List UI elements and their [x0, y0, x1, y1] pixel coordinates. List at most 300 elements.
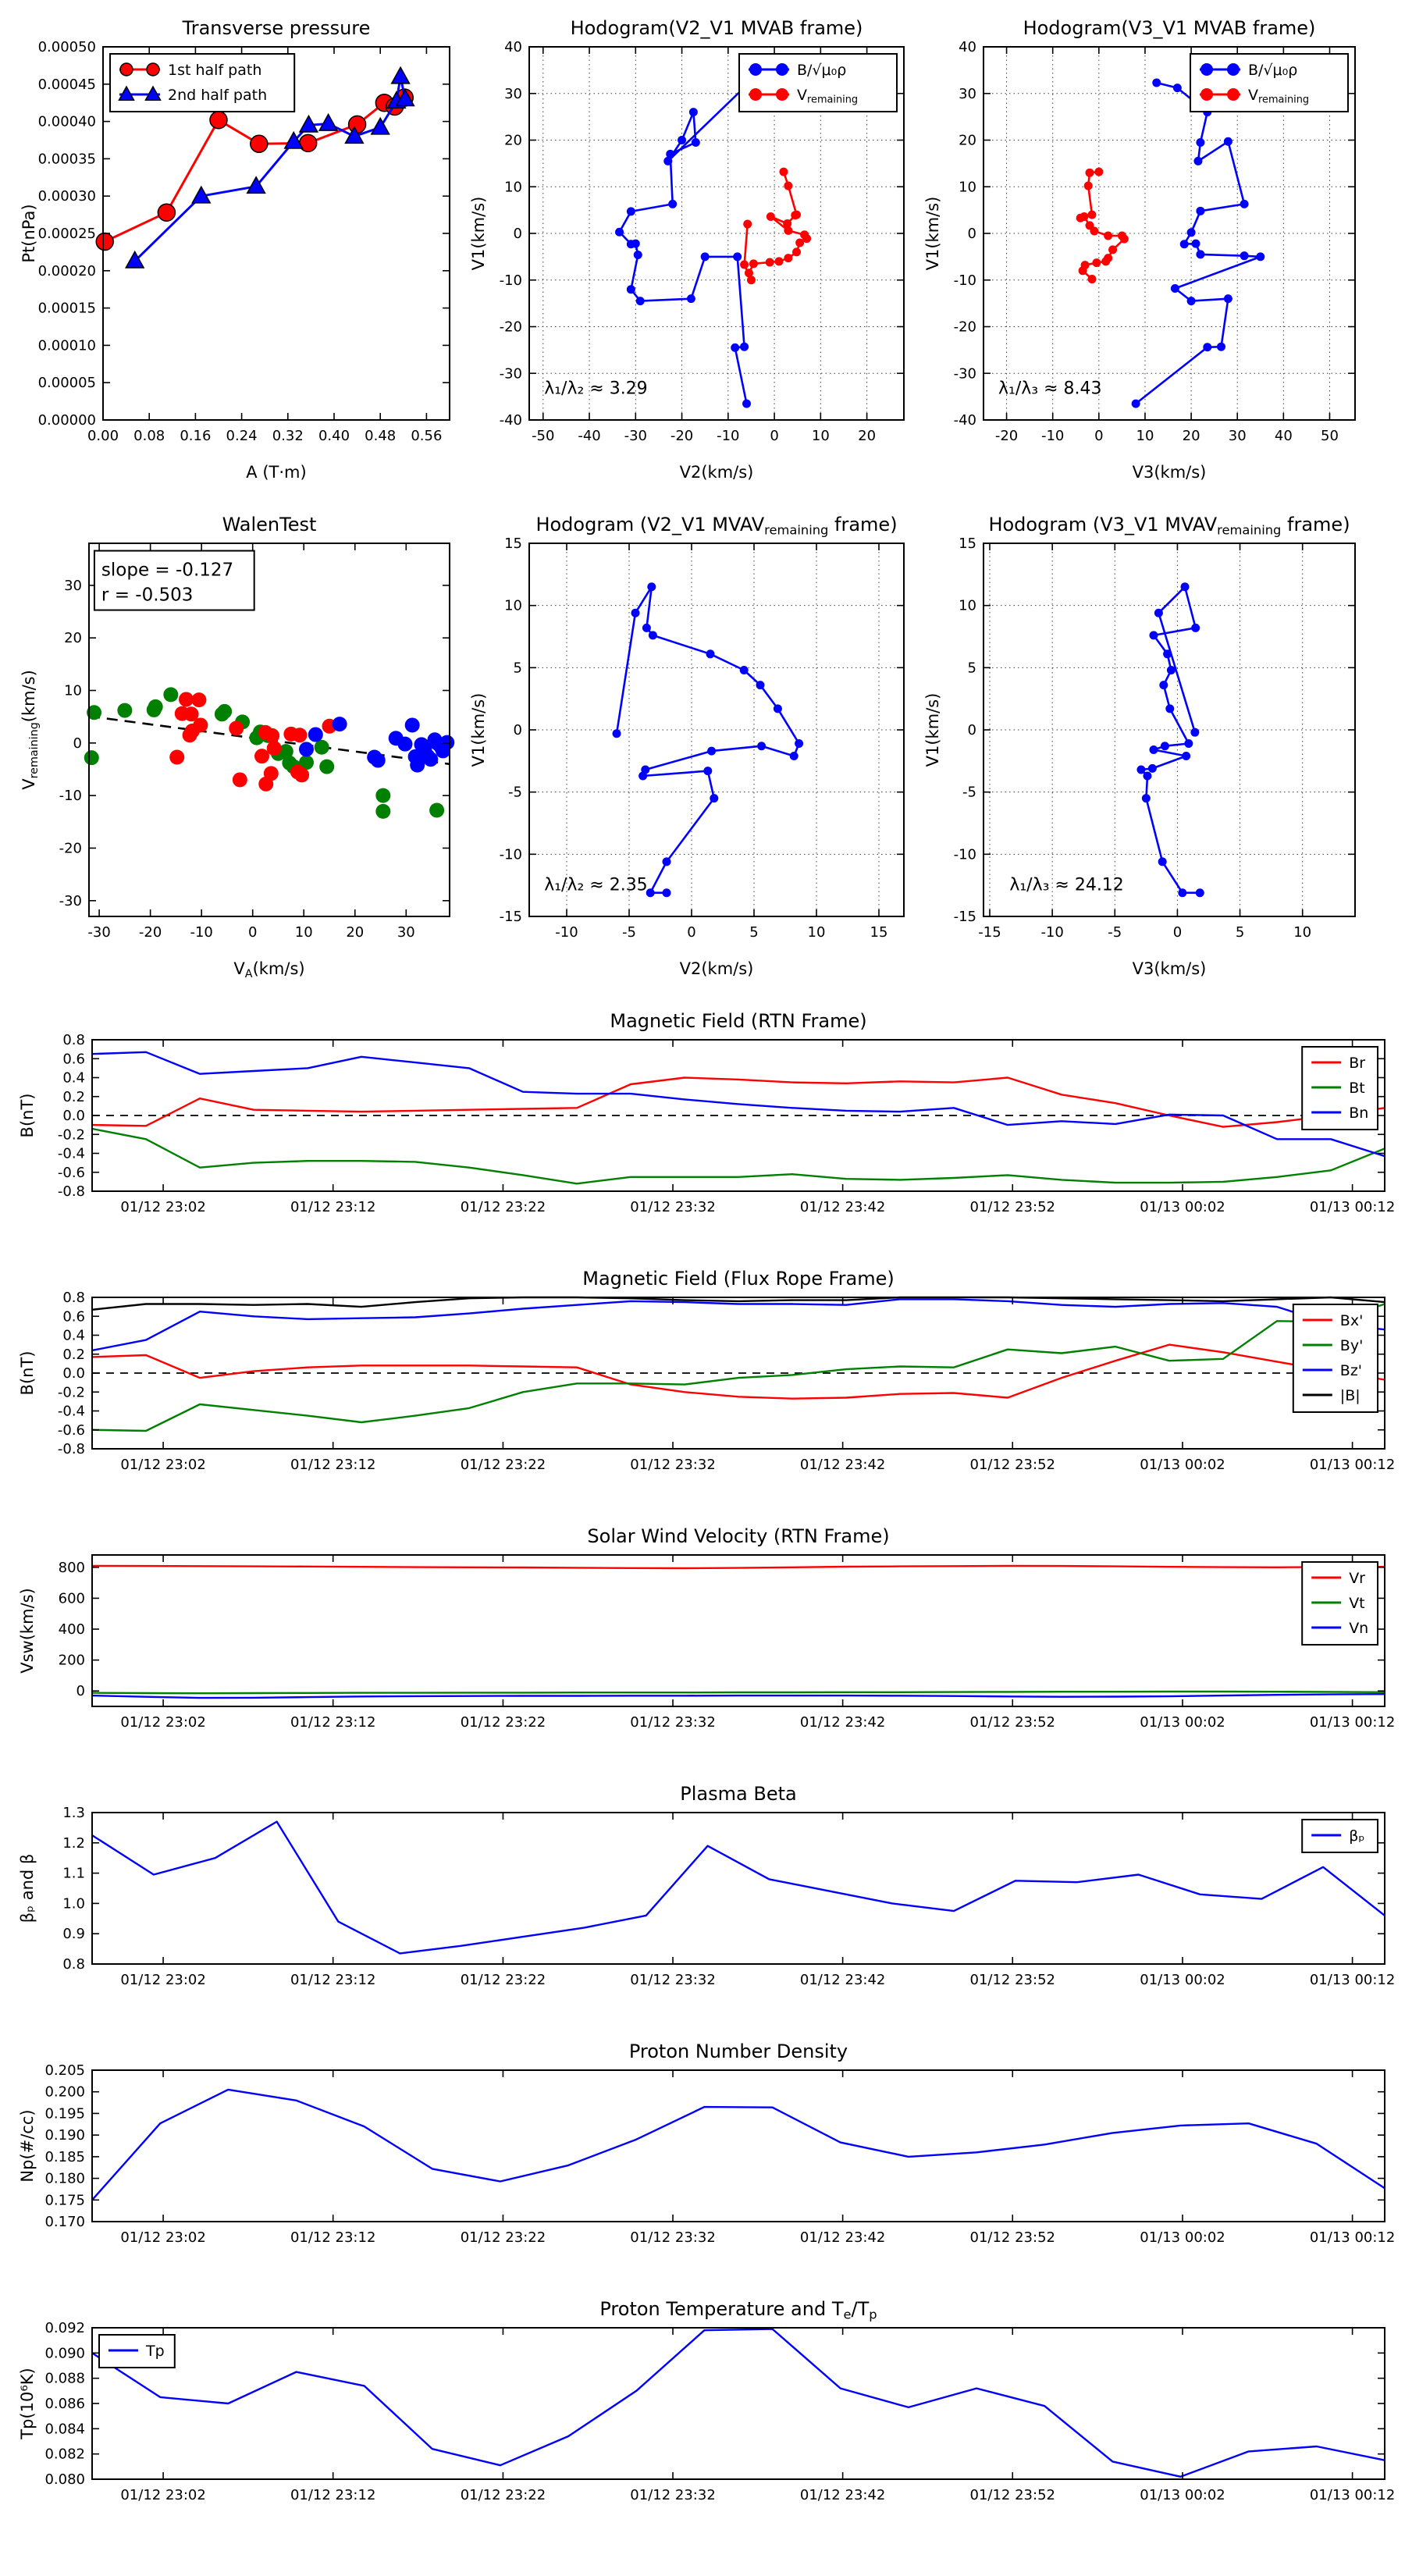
svg-text:-5: -5 — [1108, 924, 1122, 941]
tick-labels — [59, 578, 415, 941]
svg-text:30: 30 — [504, 85, 522, 102]
svg-text:0.00010: 0.00010 — [37, 337, 96, 354]
svg-text:Vn: Vn — [1349, 1620, 1369, 1637]
chart-svg — [921, 501, 1400, 991]
series-1st half path — [96, 89, 413, 251]
svg-text:01/13 00:02: 01/13 00:02 — [1140, 1457, 1225, 1473]
svg-text:-30: -30 — [624, 428, 647, 444]
x-axis-label: V2(km/s) — [679, 959, 754, 978]
svg-text:01/12 23:12: 01/12 23:12 — [290, 1972, 376, 1988]
series-Br — [92, 1078, 1385, 1127]
svg-text:Br: Br — [1349, 1055, 1366, 1072]
svg-text:5: 5 — [1235, 924, 1245, 941]
svg-text:-10: -10 — [59, 788, 82, 805]
svg-text:400: 400 — [58, 1621, 85, 1638]
svg-text:Vr: Vr — [1349, 1570, 1366, 1587]
svg-text:r = -0.503: r = -0.503 — [101, 585, 194, 606]
y-axis-label: B(nT) — [18, 1093, 37, 1138]
svg-text:λ₁/λ₃ ≈ 8.43: λ₁/λ₃ ≈ 8.43 — [998, 379, 1102, 399]
annotation — [544, 379, 648, 399]
svg-text:2nd half path: 2nd half path — [168, 87, 268, 104]
solar-wind-velocity-chart — [12, 1516, 1396, 1753]
svg-text:By': By' — [1339, 1337, 1364, 1354]
svg-text:-10: -10 — [555, 924, 578, 941]
svg-text:0.086: 0.086 — [44, 2396, 85, 2412]
svg-text:0.205: 0.205 — [44, 2062, 85, 2079]
svg-text:-10: -10 — [1040, 924, 1064, 941]
chart-svg — [12, 1516, 1396, 1753]
chart-title: Proton Number Density — [628, 2041, 848, 2062]
svg-text:-5: -5 — [622, 924, 636, 941]
x-axis-label: V2(km/s) — [679, 463, 754, 482]
x-axis-label: V3(km/s) — [1132, 463, 1207, 482]
svg-text:15: 15 — [504, 535, 522, 552]
svg-text:B/√μ₀ρ: B/√μ₀ρ — [797, 62, 847, 79]
svg-text:5: 5 — [967, 660, 976, 677]
axis-ticks — [92, 1555, 1385, 1706]
svg-text:01/12 23:12: 01/12 23:12 — [290, 1457, 376, 1473]
svg-text:0: 0 — [247, 924, 258, 941]
hodogram-v3v1-mvab-chart — [921, 5, 1400, 495]
svg-text:-0.4: -0.4 — [57, 1145, 85, 1162]
svg-text:-20: -20 — [138, 924, 162, 941]
svg-text:10: 10 — [1293, 924, 1312, 941]
series-Tp — [92, 2329, 1385, 2477]
svg-text:0.40: 0.40 — [318, 428, 350, 444]
svg-text:0.24: 0.24 — [226, 428, 258, 444]
series-B-hodogram — [1132, 79, 1265, 408]
annotation — [544, 876, 648, 895]
walen-test-chart — [14, 501, 462, 991]
chart-svg — [921, 5, 1400, 495]
svg-text:01/12 23:02: 01/12 23:02 — [120, 2487, 206, 2503]
magnetic-field-rtn-chart — [12, 1001, 1396, 1238]
svg-text:-20: -20 — [499, 318, 522, 336]
svg-text:01/12 23:42: 01/12 23:42 — [799, 1972, 886, 1988]
tick-labels — [58, 1032, 1395, 1215]
svg-text:1.2: 1.2 — [62, 1834, 85, 1852]
svg-text:01/12 23:42: 01/12 23:42 — [799, 1457, 886, 1473]
svg-text:01/12 23:02: 01/12 23:02 — [120, 2229, 206, 2246]
svg-text:10: 10 — [504, 597, 522, 614]
series-V-remaining — [1076, 168, 1129, 283]
svg-text:-0.8: -0.8 — [57, 1183, 85, 1200]
svg-text:0.084: 0.084 — [44, 2421, 85, 2438]
svg-text:-0.4: -0.4 — [57, 1403, 85, 1420]
svg-text:01/12 23:22: 01/12 23:22 — [460, 1199, 546, 1215]
svg-text:01/12 23:52: 01/12 23:52 — [969, 1457, 1055, 1473]
svg-text:0.6: 0.6 — [62, 1308, 85, 1325]
series-V-hodogram — [1136, 582, 1204, 897]
svg-text:0.16: 0.16 — [180, 428, 212, 444]
plot-box — [92, 2070, 1385, 2222]
svg-text:0.0: 0.0 — [62, 1108, 85, 1124]
y-axis-label: B(nT) — [18, 1350, 37, 1396]
legend — [1302, 1820, 1378, 1852]
svg-text:20: 20 — [64, 630, 82, 647]
svg-text:01/12 23:32: 01/12 23:32 — [630, 1972, 716, 1988]
chart-title: Plasma Beta — [680, 1783, 797, 1805]
svg-text:10: 10 — [504, 179, 522, 196]
proton-temperature-chart — [12, 2289, 1396, 2526]
svg-text:-10: -10 — [953, 272, 976, 289]
svg-text:01/12 23:02: 01/12 23:02 — [120, 1199, 206, 1215]
series-beta-p — [92, 1822, 1385, 1954]
svg-text:-20: -20 — [59, 840, 82, 857]
svg-text:-40: -40 — [499, 412, 522, 429]
svg-text:0.190: 0.190 — [44, 2127, 85, 2144]
tick-labels — [954, 535, 1312, 941]
svg-text:800: 800 — [58, 1559, 85, 1576]
svg-text:Bt: Bt — [1349, 1080, 1365, 1097]
proton-number-density-chart — [12, 2031, 1396, 2268]
svg-text:0.00: 0.00 — [87, 428, 119, 444]
tick-labels — [62, 1805, 1395, 1988]
tick-labels — [44, 2320, 1395, 2503]
svg-text:0: 0 — [687, 924, 696, 941]
svg-text:0.4: 0.4 — [62, 1069, 85, 1087]
svg-text:01/12 23:42: 01/12 23:42 — [799, 1199, 886, 1215]
x-axis-label: V3(km/s) — [1132, 959, 1207, 978]
y-axis-label: Np(#/cc) — [18, 2109, 37, 2183]
series-Np — [92, 2090, 1385, 2200]
svg-text:0: 0 — [1172, 924, 1183, 941]
svg-text:0.56: 0.56 — [411, 428, 443, 444]
series-Bn — [92, 1052, 1385, 1156]
axis-ticks — [92, 2328, 1385, 2479]
svg-text:0.2: 0.2 — [62, 1088, 85, 1105]
svg-text:λ₁/λ₂ ≈ 2.35: λ₁/λ₂ ≈ 2.35 — [544, 875, 648, 895]
svg-text:01/12 23:32: 01/12 23:32 — [630, 1714, 716, 1731]
chart-title: Proton Temperature and Te/Tp — [599, 2298, 877, 2322]
svg-text:-40: -40 — [953, 412, 976, 429]
svg-text:01/13 00:02: 01/13 00:02 — [1140, 1714, 1225, 1731]
svg-text:-10: -10 — [1040, 428, 1065, 444]
svg-text:01/13 00:12: 01/13 00:12 — [1309, 2487, 1396, 2503]
chart-svg — [12, 2289, 1396, 2526]
svg-text:40: 40 — [1274, 428, 1293, 444]
svg-text:10: 10 — [64, 682, 82, 699]
svg-text:0.8: 0.8 — [62, 1956, 85, 1973]
series-Vn — [92, 1694, 1385, 1698]
svg-text:01/13 00:02: 01/13 00:02 — [1140, 1972, 1225, 1988]
svg-text:15: 15 — [959, 535, 976, 552]
svg-text:-0.8: -0.8 — [57, 1441, 85, 1457]
plot-box — [92, 1555, 1385, 1706]
svg-text:B/√μ₀ρ: B/√μ₀ρ — [1248, 62, 1298, 79]
grid — [529, 543, 904, 916]
series-Vr — [92, 1566, 1385, 1568]
svg-text:Bn: Bn — [1349, 1105, 1369, 1122]
y-axis-label: Vsw(km/s) — [18, 1588, 37, 1674]
legend — [1293, 1304, 1378, 1412]
svg-text:-40: -40 — [578, 428, 601, 444]
svg-text:10: 10 — [811, 428, 830, 444]
svg-text:10: 10 — [1136, 428, 1154, 444]
hodogram-v2v1-mvab-chart — [467, 5, 916, 495]
svg-text:01/12 23:32: 01/12 23:32 — [630, 1457, 716, 1473]
svg-text:30: 30 — [959, 85, 976, 102]
svg-text:-15: -15 — [499, 909, 522, 925]
svg-text:0.180: 0.180 — [44, 2170, 85, 2187]
svg-text:-10: -10 — [717, 428, 740, 444]
svg-text:01/12 23:22: 01/12 23:22 — [460, 1457, 546, 1473]
chart-svg — [467, 501, 916, 991]
svg-text:0.00005: 0.00005 — [37, 375, 96, 392]
series-V-hodogram — [613, 582, 804, 897]
svg-text:0.8: 0.8 — [62, 1032, 85, 1048]
svg-text:0.08: 0.08 — [133, 428, 165, 444]
chart-title: Hodogram (V2_V1 MVAVremaining frame) — [535, 514, 898, 538]
svg-text:01/12 23:42: 01/12 23:42 — [799, 2229, 886, 2246]
legend — [110, 54, 294, 112]
svg-text:01/12 23:02: 01/12 23:02 — [120, 1714, 206, 1731]
svg-text:-10: -10 — [499, 846, 522, 863]
chart-svg — [14, 5, 462, 495]
svg-text:-10: -10 — [499, 272, 522, 289]
svg-text:0.200: 0.200 — [44, 2083, 85, 2101]
svg-text:0.00040: 0.00040 — [37, 113, 96, 130]
hodogram-v3v1-mvav-chart — [921, 501, 1400, 991]
svg-text:0.195: 0.195 — [44, 2105, 85, 2122]
svg-text:0.082: 0.082 — [44, 2446, 85, 2463]
svg-text:10: 10 — [807, 924, 826, 941]
svg-text:01/13 00:12: 01/13 00:12 — [1309, 1714, 1396, 1731]
y-axis-label: V1(km/s) — [469, 692, 488, 767]
svg-text:0.090: 0.090 — [44, 2345, 85, 2362]
svg-text:01/12 23:12: 01/12 23:12 — [290, 2487, 376, 2503]
svg-text:-50: -50 — [532, 428, 555, 444]
svg-text:-15: -15 — [953, 909, 976, 925]
svg-text:50: 50 — [1321, 428, 1339, 444]
svg-text:1.0: 1.0 — [62, 1895, 85, 1912]
chart-title: Hodogram (V3_V1 MVAVremaining frame) — [988, 514, 1350, 538]
svg-text:-30: -30 — [87, 924, 111, 941]
series-V-remaining — [740, 168, 811, 285]
svg-text:01/12 23:52: 01/12 23:52 — [969, 2229, 1055, 2246]
svg-text:-20: -20 — [953, 318, 976, 336]
svg-text:-30: -30 — [953, 365, 976, 382]
svg-text:-30: -30 — [499, 365, 522, 382]
svg-text:01/12 23:02: 01/12 23:02 — [120, 1457, 206, 1473]
chart-title: Hodogram(V3_V1 MVAB frame) — [1023, 17, 1316, 39]
svg-text:10: 10 — [294, 924, 313, 941]
svg-text:0.00030: 0.00030 — [37, 188, 96, 205]
annotation — [998, 379, 1102, 399]
svg-text:βₚ: βₚ — [1349, 1827, 1365, 1845]
chart-title: Solar Wind Velocity (RTN Frame) — [587, 1525, 890, 1547]
x-axis-label: VA(km/s) — [233, 959, 305, 980]
svg-text:Vremaining: Vremaining — [1248, 87, 1310, 106]
svg-text:-5: -5 — [508, 784, 522, 801]
plot-box — [92, 2328, 1385, 2479]
annotation — [1009, 876, 1124, 895]
hodogram-v2v1-mvav-chart — [467, 501, 916, 991]
svg-text:λ₁/λ₃ ≈ 24.12: λ₁/λ₃ ≈ 24.12 — [1009, 875, 1124, 895]
svg-text:10: 10 — [959, 597, 976, 614]
legend — [1302, 1047, 1378, 1130]
svg-text:1.1: 1.1 — [62, 1865, 85, 1882]
chart-svg — [12, 1001, 1396, 1238]
svg-text:01/12 23:52: 01/12 23:52 — [969, 1714, 1055, 1731]
svg-text:-0.6: -0.6 — [57, 1164, 85, 1181]
svg-text:01/12 23:52: 01/12 23:52 — [969, 2487, 1055, 2503]
series-B-hodogram — [615, 79, 760, 408]
svg-text:-0.2: -0.2 — [57, 1126, 85, 1144]
svg-text:20: 20 — [959, 132, 976, 149]
svg-text:30: 30 — [64, 577, 82, 594]
svg-text:20: 20 — [504, 132, 522, 149]
svg-text:40: 40 — [959, 39, 976, 55]
series-By' — [92, 1304, 1385, 1432]
tick-labels — [59, 1560, 1396, 1731]
svg-text:01/12 23:32: 01/12 23:32 — [630, 2229, 716, 2246]
svg-text:Vremaining: Vremaining — [797, 87, 859, 106]
svg-text:10: 10 — [959, 179, 976, 196]
svg-text:0.185: 0.185 — [44, 2148, 85, 2165]
svg-text:5: 5 — [749, 924, 759, 941]
chart-svg — [12, 2031, 1396, 2268]
svg-text:01/12 23:22: 01/12 23:22 — [460, 1714, 546, 1731]
svg-text:0: 0 — [967, 722, 976, 738]
svg-text:λ₁/λ₂ ≈ 3.29: λ₁/λ₂ ≈ 3.29 — [544, 379, 648, 399]
svg-text:0.32: 0.32 — [272, 428, 304, 444]
svg-text:-0.6: -0.6 — [57, 1421, 85, 1439]
svg-text:0: 0 — [73, 735, 82, 752]
svg-text:Bx': Bx' — [1339, 1312, 1364, 1329]
svg-text:600: 600 — [58, 1590, 85, 1607]
y-axis-label: βₚ and β — [18, 1853, 37, 1923]
svg-text:0.6: 0.6 — [62, 1051, 85, 1068]
svg-text:30: 30 — [397, 924, 415, 941]
svg-text:01/13 00:02: 01/13 00:02 — [1140, 2487, 1225, 2503]
plasma-beta-chart — [12, 1774, 1396, 2011]
svg-text:01/12 23:32: 01/12 23:32 — [630, 1199, 716, 1215]
svg-text:1st half path: 1st half path — [168, 62, 262, 79]
legend — [99, 2335, 175, 2368]
chart-title: WalenTest — [222, 514, 317, 535]
chart-svg — [12, 1258, 1396, 1496]
svg-text:01/12 23:42: 01/12 23:42 — [799, 2487, 886, 2503]
svg-text:0: 0 — [967, 226, 976, 242]
series-Vt — [92, 1692, 1385, 1693]
svg-text:-30: -30 — [59, 892, 82, 909]
svg-text:01/12 23:52: 01/12 23:52 — [969, 1199, 1055, 1215]
svg-text:0.2: 0.2 — [62, 1346, 85, 1363]
svg-text:-10: -10 — [190, 924, 213, 941]
chart-title: Magnetic Field (Flux Rope Frame) — [582, 1268, 895, 1290]
y-axis-label: Pt(nPa) — [20, 204, 38, 263]
svg-text:0: 0 — [513, 722, 522, 738]
legend — [1302, 1562, 1378, 1645]
svg-text:0.8: 0.8 — [62, 1290, 85, 1306]
svg-text:20: 20 — [1182, 428, 1200, 444]
svg-text:0: 0 — [770, 428, 779, 444]
svg-text:0.092: 0.092 — [44, 2320, 85, 2336]
svg-text:01/12 23:52: 01/12 23:52 — [969, 1972, 1055, 1988]
svg-text:0.00015: 0.00015 — [37, 300, 96, 317]
svg-text:0.4: 0.4 — [62, 1327, 85, 1344]
svg-text:Vt: Vt — [1349, 1595, 1365, 1612]
chart-title: Hodogram(V2_V1 MVAB frame) — [570, 17, 863, 39]
svg-text:0: 0 — [76, 1683, 85, 1700]
svg-text:-10: -10 — [953, 846, 976, 863]
svg-text:-5: -5 — [962, 784, 976, 801]
svg-text:01/13 00:02: 01/13 00:02 — [1140, 1199, 1225, 1215]
svg-text:Tp: Tp — [146, 2343, 165, 2360]
svg-text:30: 30 — [1228, 428, 1247, 444]
chart-svg — [12, 1774, 1396, 2011]
svg-text:01/12 23:12: 01/12 23:12 — [290, 2229, 376, 2246]
svg-text:01/12 23:22: 01/12 23:22 — [460, 1972, 546, 1988]
svg-text:0: 0 — [513, 226, 522, 242]
x-axis-label: A (T·m) — [246, 463, 307, 482]
svg-text:01/12 23:32: 01/12 23:32 — [630, 2487, 716, 2503]
svg-text:15: 15 — [870, 924, 888, 941]
axis-ticks — [92, 2070, 1385, 2222]
svg-text:1.3: 1.3 — [62, 1805, 85, 1821]
legend — [1190, 54, 1348, 112]
svg-text:0.0: 0.0 — [62, 1365, 85, 1382]
tick-labels — [44, 2062, 1395, 2246]
svg-text:0.170: 0.170 — [44, 2214, 85, 2230]
svg-text:slope = -0.127: slope = -0.127 — [101, 560, 234, 581]
svg-text:0.9: 0.9 — [62, 1926, 85, 1943]
svg-text:0.00020: 0.00020 — [37, 262, 96, 279]
annotation — [94, 551, 254, 610]
svg-text:|B|: |B| — [1339, 1387, 1361, 1404]
y-axis-label: V1(km/s) — [469, 196, 488, 271]
svg-text:200: 200 — [58, 1652, 85, 1669]
svg-text:01/13 00:02: 01/13 00:02 — [1140, 2229, 1225, 2246]
y-axis-label: Vremaining(km/s) — [20, 670, 41, 790]
y-axis-label: V1(km/s) — [923, 196, 942, 271]
chart-title: Magnetic Field (RTN Frame) — [610, 1010, 867, 1032]
svg-text:0.00035: 0.00035 — [37, 151, 96, 168]
svg-text:01/12 23:22: 01/12 23:22 — [460, 2487, 546, 2503]
svg-text:0.080: 0.080 — [44, 2471, 85, 2488]
svg-text:01/13 00:12: 01/13 00:12 — [1309, 1972, 1396, 1988]
svg-text:01/12 23:12: 01/12 23:12 — [290, 1199, 376, 1215]
chart-svg — [467, 5, 916, 495]
svg-text:0.088: 0.088 — [44, 2370, 85, 2387]
svg-text:0.175: 0.175 — [44, 2192, 85, 2209]
svg-text:0.48: 0.48 — [365, 428, 397, 444]
svg-text:0: 0 — [1094, 428, 1104, 444]
svg-text:5: 5 — [513, 660, 522, 677]
svg-text:-0.2: -0.2 — [57, 1384, 85, 1401]
chart-title: Transverse pressure — [182, 17, 371, 39]
series-Bt — [92, 1129, 1385, 1183]
series-Bx' — [92, 1345, 1385, 1399]
svg-text:20: 20 — [858, 428, 877, 444]
series-Bz' — [92, 1299, 1385, 1350]
magnetic-field-flux-rope-chart — [12, 1258, 1396, 1496]
y-axis-label: Tp(10⁶K) — [18, 2368, 37, 2439]
y-axis-label: V1(km/s) — [923, 692, 942, 767]
svg-text:01/13 00:12: 01/13 00:12 — [1309, 2229, 1396, 2246]
svg-text:01/13 00:12: 01/13 00:12 — [1309, 1199, 1396, 1215]
svg-text:0.00025: 0.00025 — [37, 226, 96, 242]
svg-text:-20: -20 — [670, 428, 694, 444]
svg-text:0.00000: 0.00000 — [37, 412, 96, 429]
svg-text:-20: -20 — [994, 428, 1019, 444]
svg-text:20: 20 — [346, 924, 365, 941]
svg-text:Bz': Bz' — [1339, 1362, 1363, 1379]
svg-text:01/12 23:02: 01/12 23:02 — [120, 1972, 206, 1988]
grid — [984, 543, 1355, 916]
chart-svg — [14, 501, 462, 991]
